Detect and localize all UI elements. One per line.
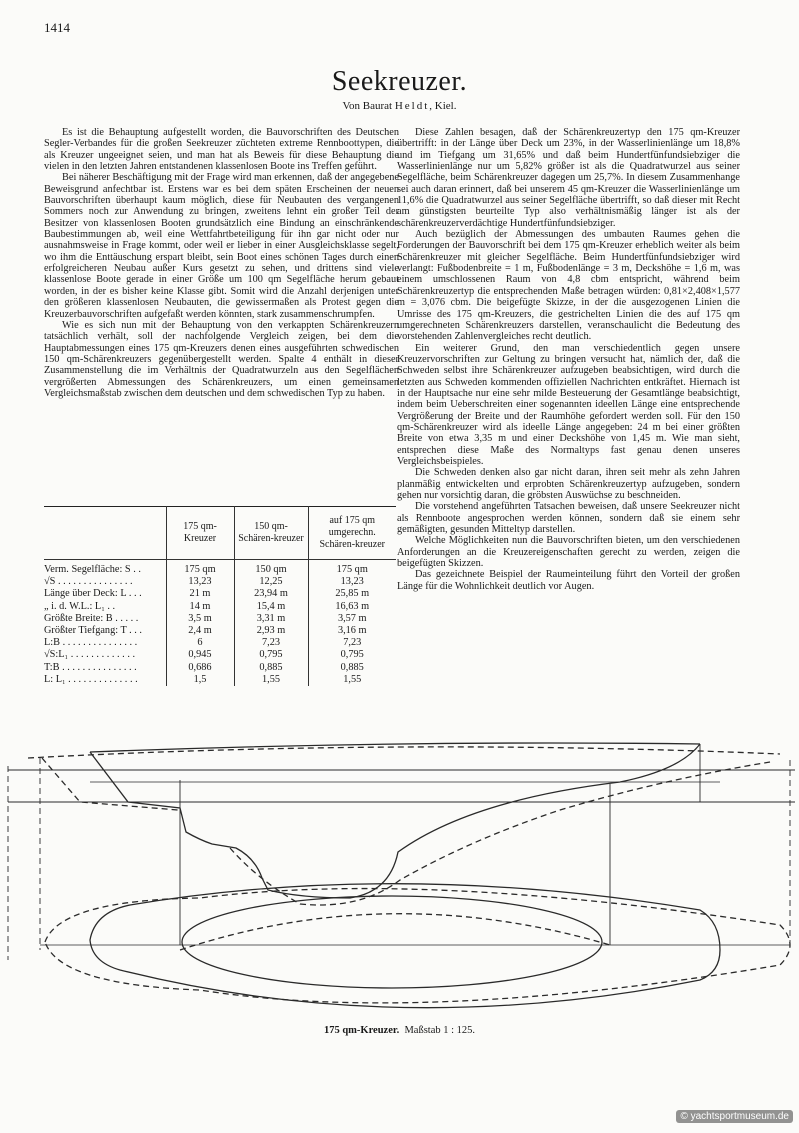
byline-suffix: , Kiel.	[429, 100, 457, 112]
table-cell: 13,23	[166, 576, 234, 588]
profile-hull-outline	[90, 744, 700, 898]
table-cell: 0,945	[166, 649, 234, 661]
right-paragraph: Ein weiterer Grund, den man verschiedentlich gegen unsere Kreuzervorschriften zur Geltung zu bringen versucht hat, nämlich der, daß die Schweden selbst ihre Schärenkreuzer aufzugeben beabsichtigen, wird durch die letzten aus Schweden kommenden offiziellen Nachrichten entkräftet. Hiernach ist in der Hauptsache nur eine sehr milde Besteuerung der Gesamtlänge beabsichtigt, indem beim Ueberschreiten einer sogenannten ideellen Länge eine entsprechende Vergrößerung der Breite und der Raumhöhe gefordert werden soll. Für den 150 qm-Schärenkreuzer wird als ideelle Länge angegeben: 24 m bei einer größten Breite von etwa 3,35 m und einer Deckshöhe von 1,45 m. Wie man sieht, entsprechen diese Maße des Normaltyps fast genau denen unseres Vergleichsbeispieles.	[397, 342, 740, 467]
caption-title: 175 qm-Kreuzer.	[323, 1025, 400, 1036]
table-cell: 12,25	[234, 576, 308, 588]
table-cell: 25,85 m	[308, 588, 396, 600]
plan-waterline	[182, 896, 602, 988]
table-header-row	[44, 507, 396, 560]
right-paragraph: Das gezeichnete Beispiel der Raumeinteilung führt den Vorteil der großen Länge für die Wohnlichkeit deutlich vor Augen.	[397, 569, 740, 592]
table-row-label: √S . . . . . . . . . . . . . . .	[44, 576, 133, 588]
table-header: 150 qm-Schären-kreuzer	[234, 507, 308, 560]
table-row	[44, 576, 396, 588]
table-row	[44, 613, 396, 625]
byline	[0, 100, 799, 112]
table-row-label: „ i. d. W.L.: L₁ . .	[44, 600, 116, 612]
figure-caption	[0, 1025, 799, 1036]
table-cell: 7,23	[308, 637, 396, 649]
byline-prefix: Von Baurat	[342, 100, 393, 112]
table-row-label: Länge über Deck: L . . .	[44, 588, 142, 600]
table-cell: 2,4 m	[166, 625, 234, 637]
table-cell: 7,23	[234, 637, 308, 649]
right-paragraph: Die Schweden denken also gar nicht daran, ihren seit mehr als zehn Jahren planmäßig entwickelten und erprobten Schärenkreuzertyp aufzugeben, sondern gehen nur vorsichtig daran, die gröbsten Auswüchse zu beschneiden.	[397, 467, 740, 501]
table-cell: 3,16 m	[308, 625, 396, 637]
table-cell: 0,686	[166, 662, 234, 674]
right-column	[397, 127, 740, 592]
table-cell: 16,63 m	[308, 601, 396, 613]
right-paragraph: Auch bezüglich der Abmessungen des umbauten Raumes gehen die Forderungen der Bauvorschrift bei dem 175 qm-Kreuzer erheblich weiter als beim Schärenkreuzer mit gleicher Segelfläche. Beim Hundertfünfundsiebziger wird verlangt: Fußbodenbreite = 1 m, Fußbodenlänge = 3 m, Deckshöhe = 1,6 m, was einem umschlossenen Raum von 4,8 cbm entspricht, während beim Schärenkreuzertyp die entsprechenden Maße betragen würden: 0,81×2,408×1,577 m = 3,076 cbm. Die beigefügte Skizze, in der die ausgezogenen Linien die Umrisse des 175 qm-Kreuzers, die gestrichelten Linien die des auf 175 qm umgerechneten Schärenkreuzers darstellen, veranschaulicht die Bedeutung des vorstehenden Zahlenvergleiches recht deutlich.	[397, 229, 740, 343]
table-cell: 1,55	[234, 674, 308, 686]
left-paragraph: Es ist die Behauptung aufgestellt worden, die Bauvorschriften des Deutschen Segler-Verbandes für die großen Seekreuzer züchteten extreme Rennboottypen, die als Kreuzer ungeeignet seien, und man hat als Beweis für diese Behauptung die vielen in den letzten Jahren entstandenen klassenlosen Boote ins Treffen geführt.	[44, 127, 399, 173]
table-cell: 21 m	[166, 588, 234, 600]
table-row	[44, 588, 396, 600]
table-row	[44, 674, 396, 686]
table-row-label: √S:L₁ . . . . . . . . . . . . .	[44, 649, 136, 661]
table-cell: 13,23	[308, 576, 396, 588]
comparison-table	[44, 506, 396, 686]
table-row	[44, 649, 396, 661]
table-cell: 3,31 m	[234, 613, 308, 625]
table-cell: 3,57 m	[308, 613, 396, 625]
table-row-label: Größte Breite: B . . . . .	[44, 612, 139, 624]
table-cell: 1,5	[166, 674, 234, 686]
table-row	[44, 662, 396, 674]
table-header: auf 175 qm umgerechn. Schären-kreuzer	[308, 507, 396, 560]
table-row-label: Verm. Segelfläche: S . .	[44, 564, 141, 575]
table-row-label: T:B . . . . . . . . . . . . . . .	[44, 661, 137, 673]
table-cell: 23,94 m	[234, 588, 308, 600]
table-cell: 14 m	[166, 601, 234, 613]
table-cell: 1,55	[308, 674, 396, 686]
table-row-label: L: L₁ . . . . . . . . . . . . . .	[44, 673, 138, 685]
table-row-label: L:B . . . . . . . . . . . . . . .	[44, 637, 138, 649]
table-cell: 0,885	[308, 662, 396, 674]
left-column	[44, 127, 399, 399]
left-paragraph: Wie es sich nun mit der Behauptung von den verkappten Schärenkreuzern tatsächlich verhält, soll der nachfolgende Vergleich zeigen, bei dem die Hauptabmessungen eines 175 qm-Kreuzers denen eines ausgeführten schwedischen 150 qm-Schärenkreuzers gegenübergestellt werden. Spalte 4 enthält in dieser Zusammenstellung die im Verhältnis der Quadratwurzeln aus den Segelflächen vergrößerten Abmessungen des Schärenkreuzers, um einen gemeinsamen Vergleichsmaßstab zwischen dem deutschen und dem schwedischen Typ zu haben.	[44, 319, 399, 399]
plan-dashed-outline	[45, 889, 790, 1003]
table-row	[44, 560, 396, 577]
table-cell: 175 qm	[166, 560, 234, 577]
table-cell: 15,4 m	[234, 601, 308, 613]
right-paragraph: Welche Möglichkeiten nun die Bauvorschriften bieten, um den verschiedenen Anforderungen an die Kreuzereigenschaften gerecht zu werden, zeigen die beigefügten Skizzen.	[397, 535, 740, 570]
caption-scale: Maßstab 1 : 125.	[404, 1025, 476, 1036]
table-cell: 3,5 m	[166, 613, 234, 625]
table-cell: 0,795	[234, 649, 308, 661]
watermark: © yachtsportmuseum.de	[676, 1110, 793, 1123]
article-title: Seekreuzer.	[331, 66, 468, 97]
table-cell: 0,885	[234, 662, 308, 674]
profile-dashed-outline	[42, 758, 770, 905]
author-name: Heldt	[394, 100, 430, 112]
right-paragraph: Diese Zahlen besagen, daß der Schärenkreuzertyp den 175 qm-Kreuzer übertrifft: in der Länge über Deck um 23%, in der Wasserlinienlänge um 18,8% und im Tiefgang um 31,65% und daß beim Hundertfünfundsiebziger die Wasserlinienlänge nur um 5,82% größer ist als die Quadratwurzel aus seiner Segelfläche, beim Schärenkreuzer dagegen um 25,7%. In diesem Zusammenhange sei auch daran erinnert, daß bei unserem 45 qm-Kreuzer die Wasserlinienlänge um 11,6% die Quadratwurzel aus seiner Segelfläche übertrifft, so daß dieser mit Recht am günstigsten beurteilte Typ also verhältnismäßig länger ist als der schärenkreuzerverdächtige Hundertfünfundsiebziger.	[397, 127, 740, 229]
table-header	[44, 507, 166, 560]
table-cell: 2,93 m	[234, 625, 308, 637]
left-paragraph: Bei näherer Beschäftigung mit der Frage wird man erkennen, daß der angegebene Beweisgrund anfechtbar ist. Erstens war es bei dem späten Erscheinen der neuen Bauvorschriften überhaupt kaum möglich, diese für Neubauten des vergangenen Sommers noch zur Anwendung zu bringen, zweitens lehnt ein großer Teil der Besitzer von klassenlosen Booten grundsätzlich eine Bindung an einschränkende Baubestimmungen ab, weil eine Wettfahrtbeteiligung für ihn gar nicht oder nur ausnahmsweise in Frage kommt, oder weil er lieber in einer Ausgleichsklasse segelt, wo ihm die Enttäuschung erspart bleibt, sein Boot eines schönen Tages durch einen erfolgreicheren Neubau außer Kurs gesetzt zu sehen, und drittens sind viele klassenlose Boote gerade in einer Größe um 100 qm Segelfläche herum gebaut worden, in der es bisher keine Klasse gibt. Somit wird die Anzahl derjenigen unter den größeren klassenlosen Neubauten, die gewissermaßen als Protest gegen die Kreuzerbauvorschriften aufgefaßt werden könnten, stark zusammenschrumpfen.	[44, 172, 399, 320]
table-cell: 175 qm	[308, 560, 396, 577]
table-cell: 0,795	[308, 649, 396, 661]
table-row	[44, 601, 396, 613]
table-row	[44, 637, 396, 649]
hull-line-drawing	[0, 740, 799, 1025]
right-paragraph: Die vorstehend angeführten Tatsachen beweisen, daß unsere Seekreuzer nicht als Rennboote angesprochen werden können, sondern daß sie einem sehr gemäßigten, gesunden Mitteltyp darstellen.	[397, 501, 740, 536]
table-header: 175 qm-Kreuzer	[166, 507, 234, 560]
page-number: 1414	[44, 20, 70, 35]
table-row-label: Größter Tiefgang: T . . .	[44, 625, 143, 637]
table-row	[44, 625, 396, 637]
table-cell: 6	[166, 637, 234, 649]
table-cell: 150 qm	[234, 560, 308, 577]
